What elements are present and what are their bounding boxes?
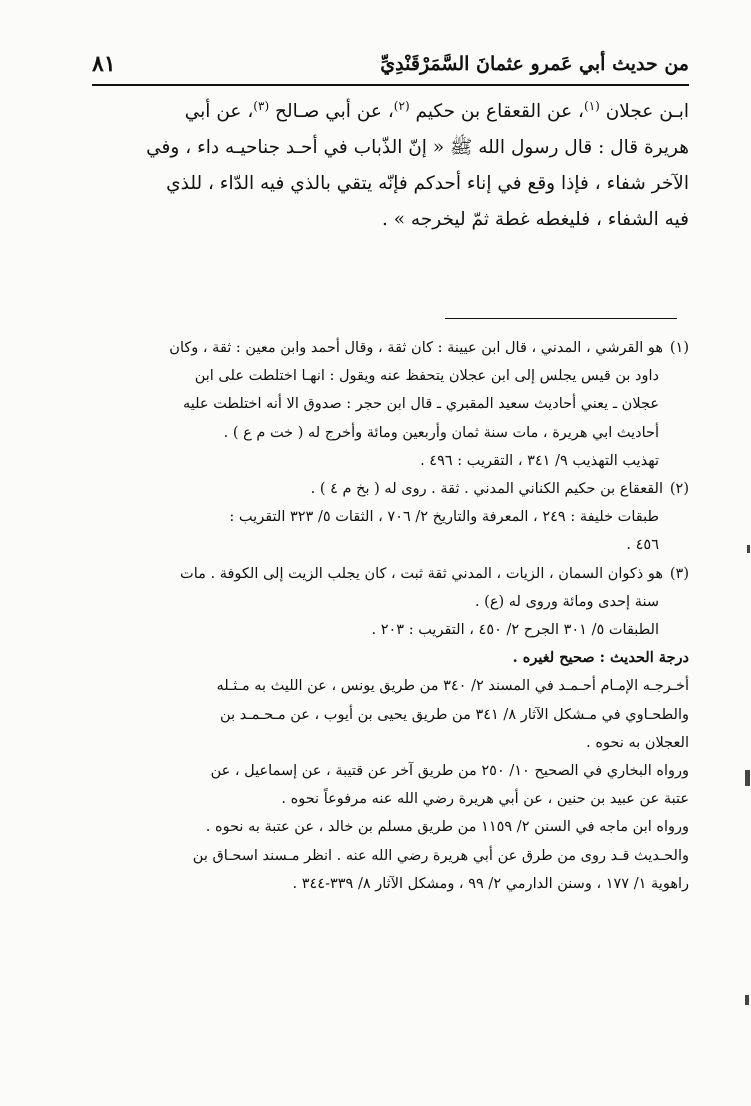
- footnote-number: (٣): [669, 565, 689, 582]
- footnote-text: تهذيب التهذيب ٩/ ٣٤١ ، التقريب : ٤٩٦ .: [420, 452, 659, 469]
- footnote-ref: (١): [584, 98, 600, 113]
- footnote-text: داود بن قيس يجلس إلى ابن عجلان يتحفظ عنه ويقول : انهـا اختلطت على ابن: [194, 368, 659, 385]
- footnote-line: [92, 616, 689, 644]
- text-run: ابـن عجلان: [599, 101, 689, 122]
- text-run: هريرة قال : قال رسول الله ﷺ « إنّ الذّباب في أحـد جناحيـه داء ، وفي: [146, 137, 689, 158]
- footnote-line: [92, 334, 689, 362]
- text-line: [92, 202, 689, 238]
- footnote-line: [92, 503, 689, 531]
- footnote-line: [92, 560, 689, 588]
- hadith-grade: درجة الحديث : صحيح لغيره .: [512, 649, 689, 667]
- footnote-text: هو القرشي ، المدني ، قال ابن عيينة : كان ثقة ، وقال أحمد وابن معين : ثقة ، وكان: [169, 340, 663, 356]
- page-number: ٨١: [92, 51, 116, 77]
- takhrij-section: [92, 672, 689, 898]
- footnote-ref: (٣): [253, 98, 270, 113]
- footnote-text: هو ذكوان السمان ، الزيات ، المدني ثقة ثبت ، كان يجلب الزيت إلى الكوفة . مات: [180, 565, 663, 582]
- text-run: ، عن أبي: [184, 101, 254, 122]
- text-line: [92, 130, 689, 166]
- text-run: ، عن أبي صـالح: [269, 101, 394, 122]
- footnote-number: (١): [669, 340, 689, 356]
- footnote-ref: (٢): [393, 98, 410, 113]
- footnote-text: طبقات خليفة : ٢٤٩ ، المعرفة والتاريخ ٢/ ٧٠٦ ، الثقات ٥/ ٣٢٣ التقريب :: [229, 509, 659, 526]
- scan-mark: [745, 770, 750, 786]
- scan-mark: [747, 545, 750, 553]
- footnote-text: سنة إحدى ومائة وروى له (ع) .: [474, 593, 659, 610]
- footnote-list: [92, 334, 689, 644]
- footnote-line: [92, 419, 689, 447]
- text-run: ، عن القعقاع بن حكيم: [409, 101, 584, 122]
- takhrij-line: ورواه البخاري في الصحيح ١٠/ ٢٥٠ من طريق آخر عن قتيبة ، عن إسماعيل ، عن: [210, 763, 689, 780]
- page-header: [92, 44, 689, 86]
- footnote-line: [92, 531, 689, 559]
- footnote-text: عجلان ـ يعني أحاديث سعيد المقبري ـ قال ابن حجر : صدوق الا أنه اختلطت عليه: [182, 396, 659, 413]
- text-line: [92, 166, 689, 202]
- footnote-separator: [445, 318, 677, 319]
- footnote-line: [92, 390, 689, 418]
- text-run: فيه الشفاء ، فليغطه غطة ثمّ ليخرجه » .: [381, 209, 689, 230]
- footnote-text: الطبقات ٥/ ٣٠١ الجرح ٢/ ٤٥٠ ، التقريب : ٢٠٣ .: [371, 622, 659, 639]
- footnote-line: [92, 447, 689, 475]
- takhrij-line: أخـرجـه الإمـام أحـمـد في المسند ٢/ ٣٤٠ من طريق يونس ، عن الليث به مـثـله: [216, 678, 689, 695]
- footnote-line: [92, 475, 689, 503]
- footnote-line: [92, 588, 689, 616]
- scan-mark: [745, 995, 749, 1005]
- takhrij-line: ورواه ابن ماجه في السنن ٢/ ١١٥٩ من طريق مسلم بن خالد ، عن عتبة به نحوه .: [205, 819, 689, 836]
- takhrij-line: والحـديث قـد روى من طرق عن أبي هريرة رضي الله عنه . انظر مـسند اسحـاق بن: [192, 847, 689, 864]
- footnote-number: (٢): [669, 481, 689, 498]
- hadith-text: [92, 94, 689, 238]
- footnote-text: القعقاع بن حكيم الكناني المدني . ثقة . روى له ( بخ م ٤ ) .: [310, 481, 663, 498]
- text-run: الآخر شفاء ، فإذا وقع في إناء أحدكم فإنّه يتقي بالذي فيه الدّاء ، للذي: [166, 173, 689, 194]
- footnote-text: أحاديث ابي هريرة ، مات سنة ثمان وأربعين ومائة وأخرج له ( خت م ع ) .: [223, 424, 659, 441]
- footnotes: [92, 334, 689, 898]
- takhrij-line: راهوية ١/ ١٧٧ ، وسنن الدارمي ٢/ ٩٩ ، ومشكل الآثار ٨/ ٣٣٩-٣٤٤ .: [292, 875, 689, 892]
- footnote-text: ٤٥٦ .: [626, 537, 659, 554]
- text-line: [92, 94, 689, 130]
- takhrij-line: العجلان به نحوه .: [586, 734, 689, 751]
- takhrij-line: عتبة عن عبيد بن حنين ، عن أبي هريرة رضي الله عنه مرفوعاً نحوه .: [281, 791, 689, 808]
- footnote-line: [92, 362, 689, 390]
- takhrij-line: والطحـاوي في مـشكل الآثار ٨/ ٣٤١ من طريق يحيى بن أيوب ، عن مـحـمـد بن: [220, 706, 689, 723]
- running-title: من حديث أبي عَمرو عثمانَ السَّمَرْقَنْدِيِّ: [380, 53, 689, 75]
